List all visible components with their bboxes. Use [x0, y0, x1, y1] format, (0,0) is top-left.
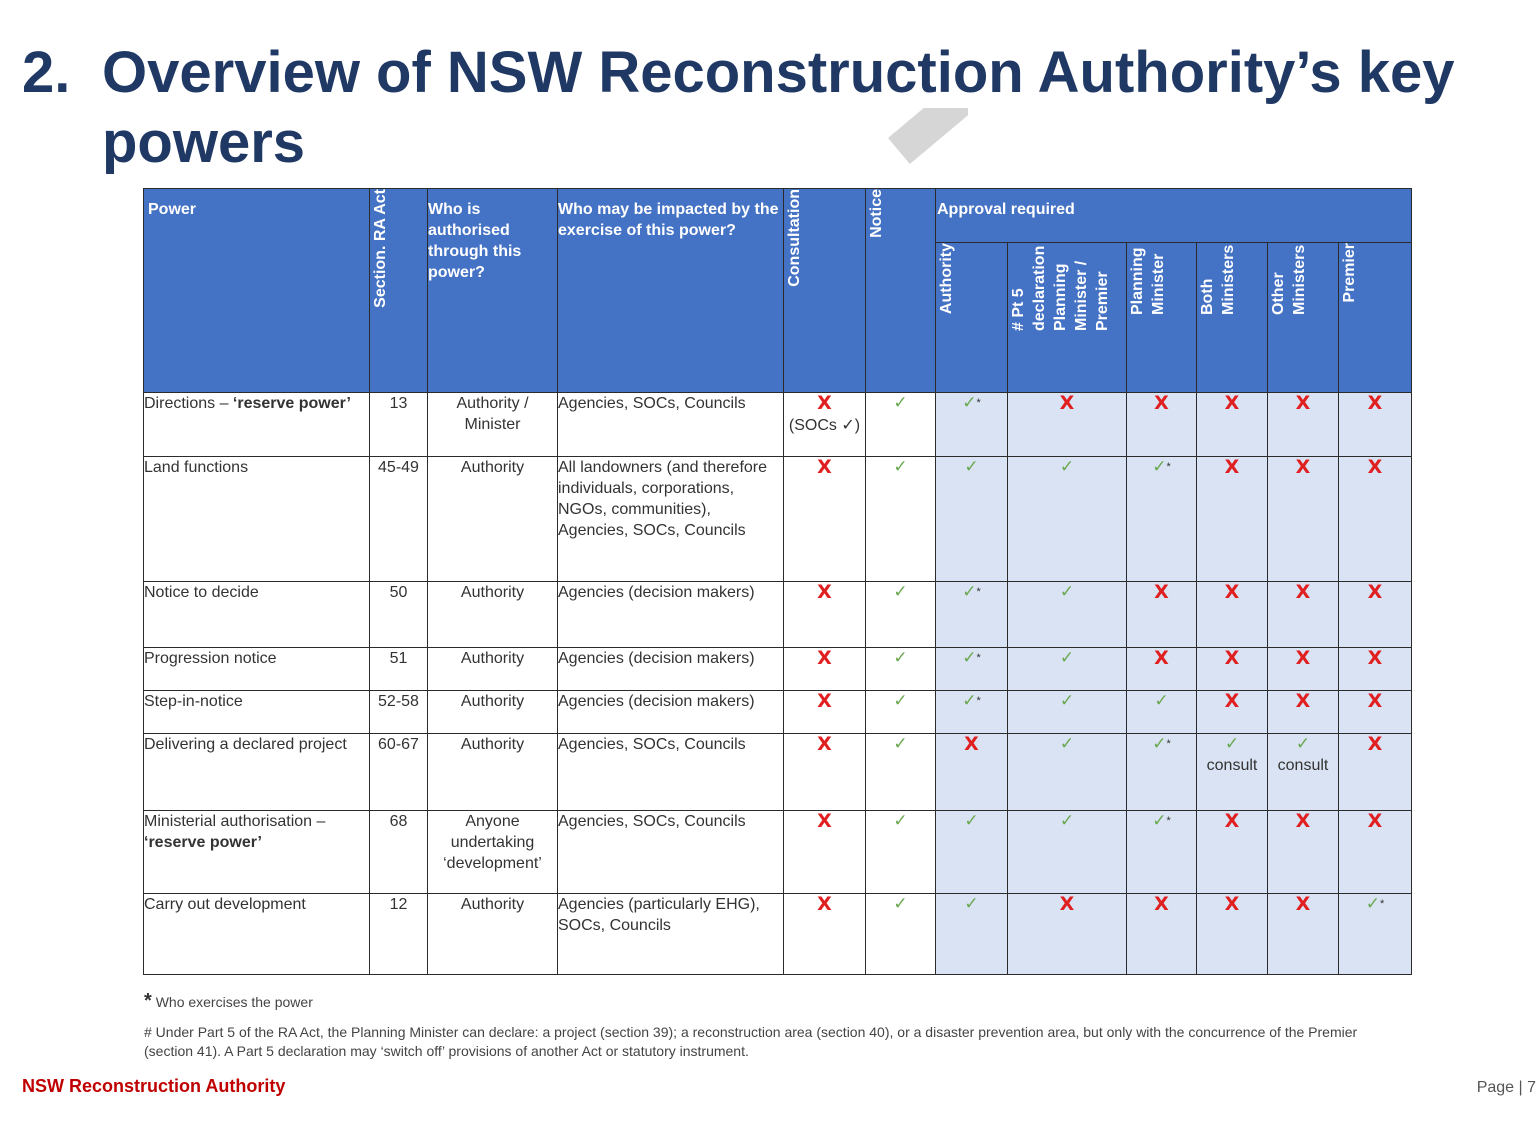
section-cell: 52-58 [370, 691, 428, 734]
planning-minister-cell: ✓* [1127, 734, 1197, 811]
cross-icon: X [817, 690, 832, 712]
consultation-cell [784, 894, 866, 975]
authority-cell [936, 811, 1008, 894]
header-consultation: Consultation [784, 189, 866, 393]
section-cell: 68 [370, 811, 428, 894]
cross-icon: X [1224, 893, 1240, 915]
cross-icon: X [1367, 392, 1383, 414]
table-row [144, 582, 1412, 648]
cross-icon: X [817, 647, 832, 669]
authorised-cell: Authority [428, 648, 558, 691]
planning-minister-cell: ✓* [1127, 457, 1197, 582]
title-number: 2. [22, 40, 71, 105]
header-section: Section. RA Act [370, 189, 428, 393]
planning-minister-cell [1127, 648, 1197, 691]
notice-cell [866, 648, 936, 691]
authority-cell: ✓* [936, 691, 1008, 734]
planning-minister-cell [1127, 582, 1197, 648]
tick-icon: ✓ [964, 811, 979, 831]
impacted-cell: Agencies (particularly EHG), SOCs, Councils [558, 894, 784, 975]
other-ministers-cell [1268, 393, 1339, 457]
consultation-cell [784, 691, 866, 734]
table-row [144, 393, 1412, 457]
pt5-cell [1008, 582, 1127, 648]
tick-icon: ✓ [962, 393, 977, 413]
premier-cell [1339, 582, 1412, 648]
cross-icon: X [1154, 581, 1169, 603]
both-ministers-cell [1197, 648, 1268, 691]
other-ministers-cell [1268, 457, 1339, 582]
power-cell: Land functions [144, 457, 370, 582]
tick-icon: ✓ [893, 648, 908, 668]
decorative-stroke-icon [868, 108, 968, 180]
other-ministers-cell [1268, 811, 1339, 894]
cross-icon: X [1295, 392, 1311, 414]
notice-cell [866, 811, 936, 894]
impacted-cell: Agencies, SOCs, Councils [558, 393, 784, 457]
cross-icon: X [1367, 647, 1383, 669]
authority-cell: ✓* [936, 582, 1008, 648]
both-ministers-cell [1197, 457, 1268, 582]
cross-icon: X [1295, 690, 1311, 712]
cross-icon: X [1295, 810, 1311, 832]
impacted-cell: Agencies, SOCs, Councils [558, 734, 784, 811]
authorised-cell: Authority [428, 734, 558, 811]
cross-icon: X [1367, 733, 1383, 755]
tick-icon: ✓ [1154, 691, 1169, 711]
power-cell: Progression notice [144, 648, 370, 691]
cross-icon: X [964, 733, 979, 755]
notice-cell [866, 894, 936, 975]
title-line-1: Overview of NSW Reconstruction Authority’s key [102, 40, 1455, 105]
table-row [144, 734, 1412, 811]
tick-icon: ✓ [893, 811, 908, 831]
premier-cell [1339, 691, 1412, 734]
authorised-cell: Authority [428, 457, 558, 582]
pt5-cell [1008, 734, 1127, 811]
tick-icon: ✓ [893, 734, 908, 754]
impacted-cell: Agencies (decision makers) [558, 648, 784, 691]
impacted-cell: Agencies (decision makers) [558, 691, 784, 734]
cross-icon: X [1154, 392, 1169, 414]
tick-icon: ✓ [964, 894, 979, 914]
pt5-cell [1008, 691, 1127, 734]
other-ministers-cell: ✓ consult [1268, 734, 1339, 811]
cross-icon: X [1295, 893, 1311, 915]
cross-icon: X [1224, 690, 1240, 712]
cross-icon: X [1367, 810, 1383, 832]
power-cell: Ministerial authorisation – ‘reserve power’ [144, 811, 370, 894]
tick-icon: ✓ [962, 691, 977, 711]
section-cell: 51 [370, 648, 428, 691]
star-footnote: * Who exercises the power [144, 990, 313, 1012]
table-row [144, 811, 1412, 894]
impacted-cell: Agencies, SOCs, Councils [558, 811, 784, 894]
both-ministers-cell [1197, 393, 1268, 457]
tick-icon: ✓ [962, 582, 977, 602]
pt5-cell [1008, 648, 1127, 691]
authorised-cell: Authority [428, 582, 558, 648]
tick-icon: ✓ [1365, 894, 1380, 914]
cross-icon: X [1059, 893, 1075, 915]
power-cell: Carry out development [144, 894, 370, 975]
header-impacted: Who may be impacted by the exercise of this power? [558, 189, 784, 393]
pt5-cell [1008, 457, 1127, 582]
cross-icon: X [1295, 456, 1311, 478]
tick-icon: ✓ [1224, 734, 1240, 754]
tick-icon: ✓ [1059, 811, 1075, 831]
table-row [144, 457, 1412, 582]
table-row [144, 691, 1412, 734]
tick-icon: ✓ [1059, 691, 1075, 711]
tick-icon: ✓ [893, 894, 908, 914]
cross-icon: X [1154, 647, 1169, 669]
tick-icon: ✓ [893, 393, 908, 413]
power-cell: Notice to decide [144, 582, 370, 648]
other-ministers-cell [1268, 691, 1339, 734]
header-notice: Notice [866, 189, 936, 393]
other-ministers-cell [1268, 894, 1339, 975]
power-cell: Directions – ‘reserve power’ [144, 393, 370, 457]
tick-icon: ✓ [1295, 734, 1311, 754]
cross-icon: X [817, 893, 832, 915]
authority-cell [936, 734, 1008, 811]
tick-icon: ✓ [1059, 582, 1075, 602]
planning-minister-cell [1127, 894, 1197, 975]
header-approval-required: Approval required [936, 189, 1412, 243]
consultation-cell [784, 457, 866, 582]
authorised-cell: Authority / Minister [428, 393, 558, 457]
header-power: Power [144, 189, 370, 393]
authorised-cell: Authority [428, 691, 558, 734]
consultation-cell: X (SOCs ✓) [784, 393, 866, 457]
premier-cell: ✓* [1339, 894, 1412, 975]
tick-icon: ✓ [1152, 811, 1167, 831]
planning-minister-cell [1127, 393, 1197, 457]
cross-icon: X [1224, 456, 1240, 478]
pt5-cell [1008, 811, 1127, 894]
cross-icon: X [1154, 893, 1169, 915]
notice-cell [866, 582, 936, 648]
cross-icon: X [1059, 392, 1075, 414]
tick-icon: ✓ [893, 582, 908, 602]
cross-icon: X [1295, 581, 1311, 603]
footer-organisation: NSW Reconstruction Authority [22, 1076, 286, 1096]
tick-icon: ✓ [1059, 457, 1075, 477]
notice-cell [866, 393, 936, 457]
power-cell: Step-in-notice [144, 691, 370, 734]
premier-cell [1339, 811, 1412, 894]
authority-cell: ✓* [936, 648, 1008, 691]
authorised-cell: Authority [428, 894, 558, 975]
both-ministers-cell [1197, 691, 1268, 734]
both-ministers-cell: ✓ consult [1197, 734, 1268, 811]
header-authorised: Who is authorised through this power? [428, 189, 558, 393]
impacted-cell: Agencies (decision makers) [558, 582, 784, 648]
header-planning-minister: Planning Minister [1127, 243, 1197, 393]
impacted-cell: All landowners (and therefore individuals, corporations, NGOs, communities), Agencies, SOCs, Councils [558, 457, 784, 582]
tick-icon: ✓ [1152, 457, 1167, 477]
notice-cell [866, 457, 936, 582]
consultation-cell [784, 734, 866, 811]
both-ministers-cell [1197, 811, 1268, 894]
notice-cell [866, 691, 936, 734]
consultation-cell [784, 648, 866, 691]
pt5-cell [1008, 393, 1127, 457]
tick-icon: ✓ [1152, 734, 1167, 754]
consultation-cell [784, 811, 866, 894]
title-line-2: powers [102, 110, 306, 175]
authorised-cell: Anyone undertaking ‘development’ [428, 811, 558, 894]
header-pt5-declaration: # Pt 5 declaration Planning Minister / Premier [1008, 243, 1127, 393]
premier-cell [1339, 457, 1412, 582]
table-row [144, 894, 1412, 975]
premier-cell [1339, 648, 1412, 691]
cross-icon: X [817, 581, 832, 603]
cross-icon: X [817, 392, 832, 414]
section-cell: 13 [370, 393, 428, 457]
both-ministers-cell [1197, 582, 1268, 648]
header-authority: Authority [936, 243, 1008, 393]
pt5-cell [1008, 894, 1127, 975]
premier-cell [1339, 393, 1412, 457]
powers-table [143, 188, 1412, 975]
authority-cell [936, 457, 1008, 582]
cross-icon: X [1367, 456, 1383, 478]
tick-icon: ✓ [1059, 648, 1075, 668]
power-cell: Delivering a declared project [144, 734, 370, 811]
other-ministers-cell [1268, 648, 1339, 691]
cross-icon: X [1224, 810, 1240, 832]
section-cell: 60-67 [370, 734, 428, 811]
section-cell: 12 [370, 894, 428, 975]
cross-icon: X [1224, 647, 1240, 669]
section-cell: 45-49 [370, 457, 428, 582]
cross-icon: X [1224, 392, 1240, 414]
tick-icon: ✓ [1059, 734, 1075, 754]
planning-minister-cell [1127, 691, 1197, 734]
authority-cell: ✓* [936, 393, 1008, 457]
cross-icon: X [1295, 647, 1311, 669]
both-ministers-cell [1197, 894, 1268, 975]
cross-icon: X [817, 456, 832, 478]
tick-icon: ✓ [962, 648, 977, 668]
section-cell: 50 [370, 582, 428, 648]
cross-icon: X [1367, 581, 1383, 603]
header-other-ministers: Other Ministers [1268, 243, 1339, 393]
header-premier: Premier [1339, 243, 1412, 393]
cross-icon: X [817, 733, 832, 755]
notice-cell [866, 734, 936, 811]
page-number: Page | 7 [1476, 1079, 1536, 1096]
table-row [144, 648, 1412, 691]
consultation-cell [784, 582, 866, 648]
cross-icon: X [817, 810, 832, 832]
other-ministers-cell [1268, 582, 1339, 648]
tick-icon: ✓ [893, 691, 908, 711]
tick-icon: ✓ [964, 457, 979, 477]
authority-cell [936, 894, 1008, 975]
planning-minister-cell: ✓* [1127, 811, 1197, 894]
cross-icon: X [1224, 581, 1240, 603]
hash-footnote: # Under Part 5 of the RA Act, the Planning Minister can declare: a project (section 39); a reconstruction area (section 40), or a disaster prevention area, but only with the concurrence of the Premier (section 41). A Part 5 declaration may ‘switch off’ provisions of another Act or statutory instrument. [144, 1024, 1358, 1059]
header-both-ministers: Both Ministers [1197, 243, 1268, 393]
cross-icon: X [1367, 690, 1383, 712]
premier-cell [1339, 734, 1412, 811]
tick-icon: ✓ [893, 457, 908, 477]
